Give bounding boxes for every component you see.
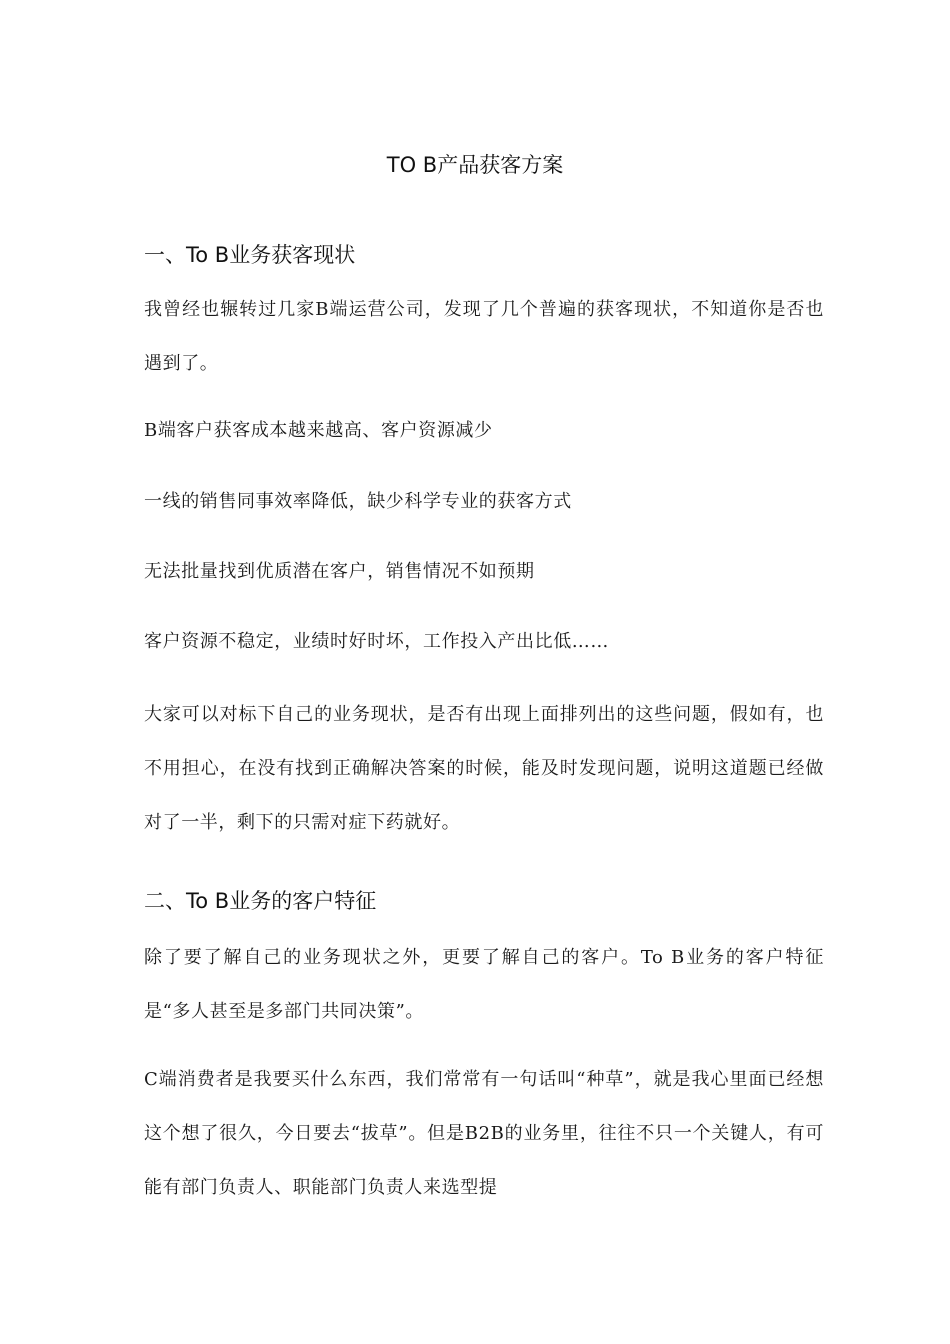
paragraph: 我曾经也辗转过几家B端运营公司，发现了几个普遍的获客现状，不知道你是否也遇到了。 [144, 299, 824, 374]
document-title: TO B产品获客方案 [386, 153, 564, 177]
paragraph: C端消费者是我要买什么东西，我们常常有一句话叫“种草”，就是我心里面已经想这个想了很久，今日要去“拔草”。但是B2B的业务里，往往不只一个关键人，有可能有部门负责人、职能部门负责人来选型提 [144, 1069, 824, 1198]
paragraph: B端客户获客成本越来越高、客户资源减少 [144, 420, 493, 441]
paragraph: 无法批量找到优质潜在客户，销售情况不如预期 [144, 561, 535, 582]
paragraph: 客户资源不稳定，业绩时好时坏，工作投入产出比低…… [144, 631, 609, 652]
section-heading-1: 一、To B业务获客现状 [144, 243, 356, 267]
paragraph: 大家可以对标下自己的业务现状，是否有出现上面排列出的这些问题，假如有，也不用担心，在没有找到正确解决答案的时候，能及时发现问题，说明这道题已经做对了一半，剩下的只需对症下药就好。 [144, 704, 824, 833]
paragraph: 一线的销售同事效率降低，缺少科学专业的获客方式 [144, 491, 572, 512]
paragraph: 除了要了解自己的业务现状之外，更要了解自己的客户。To B业务的客户特征是“多人甚至是多部门共同决策”。 [144, 947, 824, 1022]
section-heading-2: 二、To B业务的客户特征 [144, 889, 377, 913]
